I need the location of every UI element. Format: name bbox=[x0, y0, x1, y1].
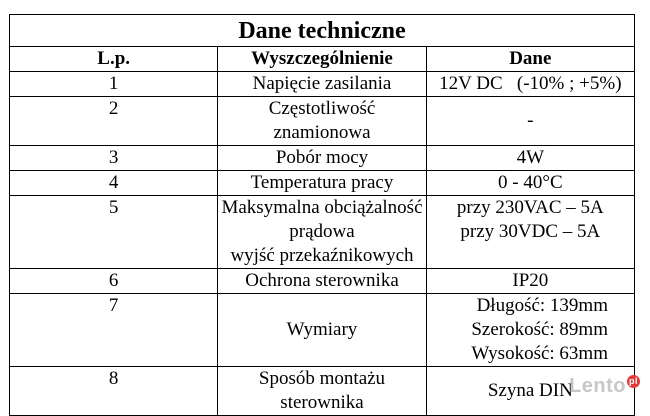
table-row bbox=[10, 72, 635, 97]
row-value: - bbox=[426, 97, 634, 146]
row-lp: 7 bbox=[10, 294, 218, 367]
row-value-line: Długość: 139mm bbox=[476, 295, 608, 316]
row-value: 12V DC (-10% ; +5%) bbox=[426, 72, 634, 97]
row-lp: 3 bbox=[10, 146, 218, 171]
table-row bbox=[10, 97, 635, 146]
watermark-badge: pl bbox=[629, 376, 638, 386]
row-value-line: przy 230VAC – 5A bbox=[456, 197, 604, 218]
row-lp: 1 bbox=[10, 72, 218, 97]
header-value: Dane bbox=[426, 47, 634, 72]
row-value bbox=[426, 196, 634, 269]
header-lp: L.p. bbox=[10, 47, 218, 72]
header-row bbox=[10, 47, 635, 72]
row-name-line: wyjść przekaźnikowych bbox=[230, 245, 414, 266]
table-title: Dane techniczne bbox=[10, 15, 635, 47]
row-value-line: przy 30VDC – 5A bbox=[460, 221, 601, 242]
row-lp: 2 bbox=[10, 97, 218, 146]
row-name: Ochrona sterownika bbox=[218, 269, 426, 294]
row-value: 4W bbox=[426, 146, 634, 171]
row-name: Pobór mocy bbox=[218, 146, 426, 171]
spec-table bbox=[9, 14, 635, 416]
row-name: Wymiary bbox=[218, 294, 426, 367]
table-row bbox=[10, 146, 635, 171]
row-lp: 4 bbox=[10, 171, 218, 196]
row-name bbox=[218, 196, 426, 269]
spec-table-container bbox=[9, 14, 635, 416]
row-value-line: Szerokość: 89mm bbox=[471, 319, 608, 340]
table-row bbox=[10, 269, 635, 294]
row-name: Temperatura pracy bbox=[218, 171, 426, 196]
row-lp: 5 bbox=[10, 196, 218, 269]
row-value: Szyna DIN bbox=[426, 367, 634, 416]
row-value bbox=[426, 294, 634, 367]
table-row bbox=[10, 171, 635, 196]
row-name: Sposób montażu sterownika bbox=[218, 367, 426, 416]
row-value: IP20 bbox=[426, 269, 634, 294]
table-row bbox=[10, 294, 635, 367]
row-name: Napięcie zasilania bbox=[218, 72, 426, 97]
table-row bbox=[10, 196, 635, 269]
row-name-line: prądowa bbox=[289, 221, 355, 242]
table-row bbox=[10, 367, 635, 416]
row-value: 0 - 40°C bbox=[426, 171, 634, 196]
header-name: Wyszczególnienie bbox=[218, 47, 426, 72]
row-lp: 8 bbox=[10, 367, 218, 416]
watermark-text: Lento bbox=[569, 375, 626, 397]
row-name: Częstotliwość znamionowa bbox=[218, 97, 426, 146]
row-value-line: Wysokość: 63mm bbox=[471, 343, 608, 364]
title-row bbox=[10, 15, 635, 47]
watermark-logo bbox=[569, 375, 640, 398]
row-lp: 6 bbox=[10, 269, 218, 294]
row-name-line: Maksymalna obciążalność bbox=[221, 197, 423, 218]
